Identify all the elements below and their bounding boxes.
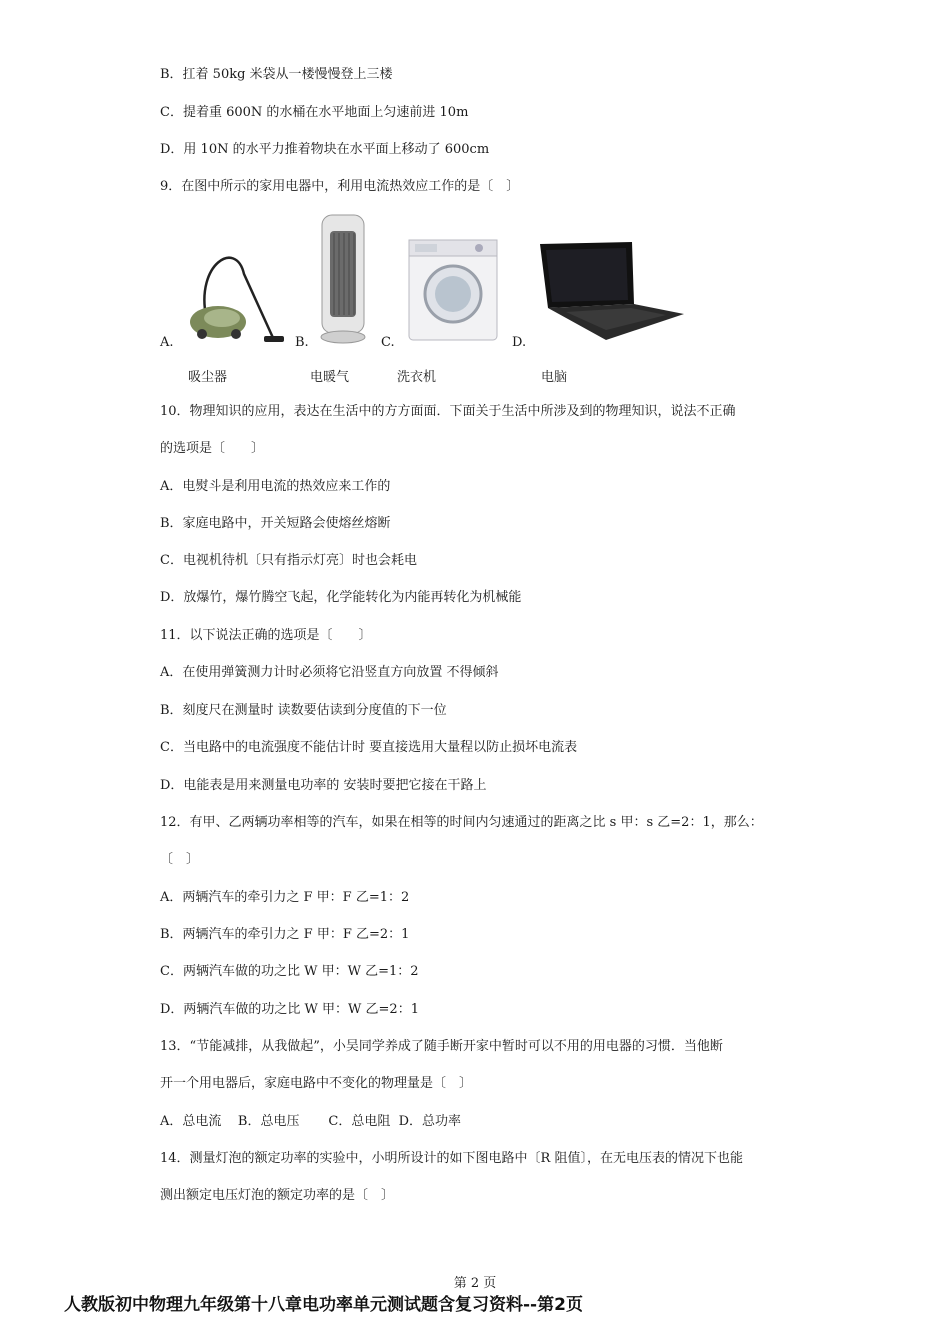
q10-option-d: D．放爆竹，爆竹腾空飞起，化学能转化为内能再转化为机械能: [160, 590, 522, 605]
q12-option-d: D．两辆汽车做的功之比 W 甲：W 乙=2：1: [160, 1002, 419, 1017]
q11-option-b: B．刻度尺在测量时 读数要估读到分度值的下一位: [160, 703, 447, 718]
question-14-line-1: 14．测量灯泡的额定功率的实验中，小明所设计的如下图电路中〔R 阻值〕，在无电压表的情况下也能: [160, 1151, 743, 1166]
question-9: 9．在图中所示的家用电器中，利用电流热效应工作的是〔 〕: [160, 179, 520, 194]
q11-option-a: A．在使用弹簧测力计时必须将它沿竖直方向放置 不得倾斜: [160, 665, 499, 680]
q10-option-c: C．电视机待机〔只有指示灯亮〕时也会耗电: [160, 553, 417, 568]
q10-option-a: A．电熨斗是利用电流的热效应来工作的: [160, 479, 391, 494]
option-d-line: D．用 10N 的水平力推着物块在水平面上移动了 600cm: [160, 142, 490, 157]
q9-option-d-letter: D.: [512, 335, 527, 350]
q12-option-b: B．两辆汽车的牵引力之 F 甲：F 乙=2：1: [160, 927, 410, 942]
q13-options: A．总电流 B．总电压 C．总电阻 D．总功率: [160, 1114, 462, 1129]
question-13-line-1: 13．“节能减排，从我做起”，小吴同学养成了随手断开家中暂时可以不用的用电器的习惯．当他断: [160, 1039, 723, 1054]
option-c-line: C．提着重 600N 的水桶在水平地面上匀速前进 10m: [160, 105, 469, 120]
vacuum-cleaner-image: [186, 244, 286, 348]
q9-option-b-letter: B.: [295, 335, 309, 350]
q11-option-d: D．电能表是用来测量电功率的 安装时要把它接在干路上: [160, 778, 487, 793]
q9-option-a-letter: A.: [160, 335, 174, 350]
washing-machine-image: [403, 236, 503, 344]
q12-option-c: C．两辆汽车做的功之比 W 甲：W 乙=1：2: [160, 964, 419, 979]
question-12-line-2: 〔 〕: [160, 852, 200, 867]
option-b-line: B．扛着 50kg 米袋从一楼慢慢登上三楼: [160, 67, 393, 82]
question-13-line-2: 开一个用电器后，家庭电路中不变化的物理量是〔 〕: [160, 1076, 473, 1091]
q11-option-c: C．当电路中的电流强度不能估计时 要直接选用大量程以防止损坏电流表: [160, 740, 578, 755]
q9-option-c-letter: C.: [381, 335, 395, 350]
q9-caption-a: 吸尘器: [188, 370, 228, 385]
q9-caption-c: 洗衣机: [397, 370, 437, 385]
question-10-line-2: 的选项是〔 〕: [160, 441, 265, 456]
question-14-line-2: 测出额定电压灯泡的额定功率的是〔 〕: [160, 1188, 395, 1203]
q12-option-a: A．两辆汽车的牵引力之 F 甲：F 乙=1：2: [160, 890, 410, 905]
q9-caption-d: 电脑: [541, 370, 568, 385]
q10-option-b: B．家庭电路中，开关短路会使熔丝熔断: [160, 516, 391, 531]
question-12-line-1: 12．有甲、乙两辆功率相等的汽车，如果在相等的时间内匀速通过的距离之比 s 甲：s 乙=2：1，那么：: [160, 815, 763, 830]
question-10-line-1: 10．物理知识的应用，表达在生活中的方方面面．下面关于生活中所涉及到的物理知识，说法不正确: [160, 404, 736, 419]
electric-heater-image: [318, 213, 368, 345]
page-number: 第 2 页: [453, 1276, 497, 1291]
footer-title: 人教版初中物理九年级第十八章电功率单元测试题含复习资料--第2页: [64, 1295, 583, 1315]
question-11: 11．以下说法正确的选项是〔 〕: [160, 628, 372, 643]
q9-caption-b: 电暖气: [310, 370, 350, 385]
laptop-image: [536, 242, 686, 342]
